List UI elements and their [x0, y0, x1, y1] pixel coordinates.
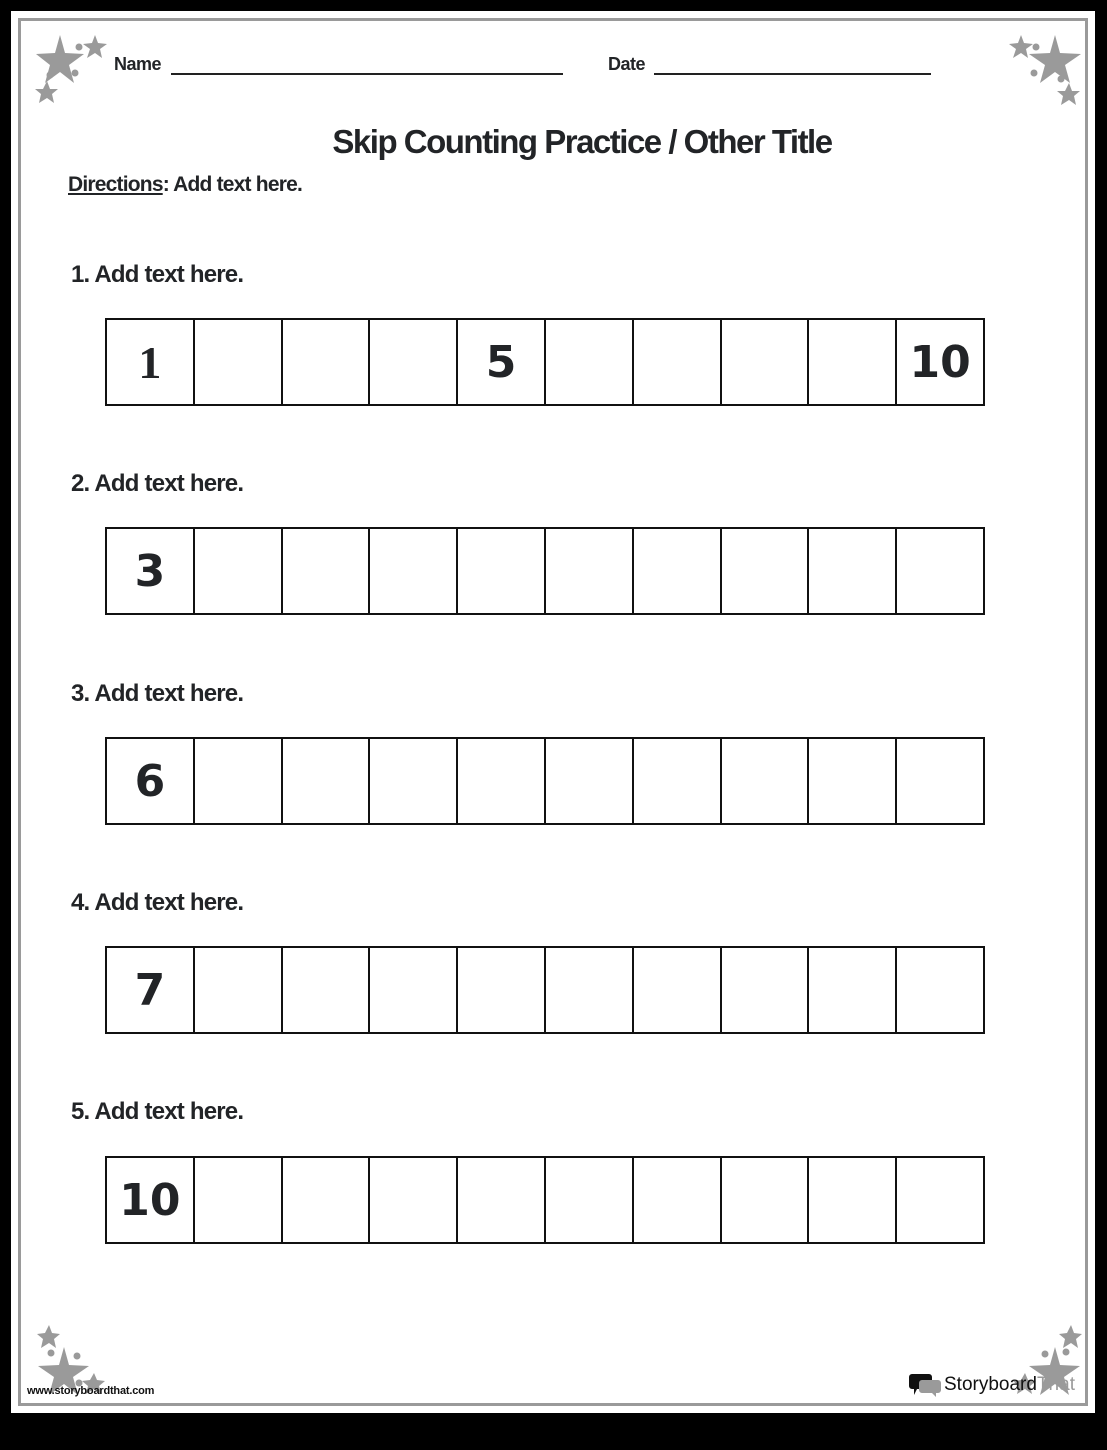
grid-cell[interactable] — [634, 320, 722, 404]
question-2-label: 2. Add text here. — [71, 470, 244, 497]
grid-cell[interactable] — [370, 529, 458, 613]
grid-cell[interactable] — [458, 948, 546, 1032]
question-1-label: 1. Add text here. — [71, 261, 244, 288]
grid-cell[interactable] — [546, 529, 634, 613]
directions — [68, 173, 302, 197]
brand-name: Storyboard — [944, 1374, 1037, 1395]
grid-cell[interactable] — [283, 1158, 371, 1242]
star-cluster-top-left-icon — [23, 23, 113, 113]
grid-cell[interactable] — [722, 1158, 810, 1242]
page-title: Skip Counting Practice / Other Title — [332, 123, 832, 160]
question-4-label: 4. Add text here. — [71, 889, 244, 916]
grid-cell[interactable]: 10 — [107, 1158, 195, 1242]
grid-cell[interactable] — [634, 948, 722, 1032]
grid-cell[interactable] — [458, 529, 546, 613]
question-5-grid — [105, 1156, 985, 1244]
question-1-grid — [105, 318, 985, 406]
name-label: Name — [114, 54, 162, 74]
grid-cell[interactable] — [722, 529, 810, 613]
grid-cell[interactable] — [195, 320, 283, 404]
grid-cell[interactable] — [809, 739, 897, 823]
grid-cell[interactable] — [370, 739, 458, 823]
grid-cell[interactable] — [370, 1158, 458, 1242]
grid-cell[interactable] — [195, 739, 283, 823]
worksheet-page — [11, 11, 1095, 1413]
grid-cell[interactable]: 7 — [107, 948, 195, 1032]
name-line[interactable] — [171, 73, 563, 75]
grid-cell[interactable] — [283, 529, 371, 613]
grid-cell[interactable] — [283, 320, 371, 404]
star-cluster-top-right-icon — [1003, 23, 1093, 113]
storyboardthat-logo — [909, 1373, 1075, 1397]
directions-label: Directions — [68, 173, 163, 196]
grid-cell[interactable]: 1 — [107, 320, 195, 404]
directions-text: : Add text here. — [162, 173, 302, 196]
question-3-label: 3. Add text here. — [71, 680, 244, 707]
brand-suffix: That — [1036, 1374, 1075, 1395]
question-2-grid — [105, 527, 985, 615]
grid-cell[interactable] — [370, 320, 458, 404]
speech-bubbles-icon — [909, 1373, 941, 1397]
grid-cell[interactable] — [546, 320, 634, 404]
grid-cell[interactable] — [458, 1158, 546, 1242]
date-line[interactable] — [654, 73, 931, 75]
grid-cell[interactable] — [195, 1158, 283, 1242]
question-4-grid — [105, 946, 985, 1034]
grid-cell[interactable] — [195, 948, 283, 1032]
grid-cell[interactable] — [809, 1158, 897, 1242]
grid-cell[interactable] — [897, 529, 983, 613]
grid-cell[interactable] — [722, 739, 810, 823]
grid-cell[interactable] — [809, 948, 897, 1032]
grid-cell[interactable]: 5 — [458, 320, 546, 404]
grid-cell[interactable] — [809, 320, 897, 404]
grid-cell[interactable] — [283, 948, 371, 1032]
grid-cell[interactable]: 3 — [107, 529, 195, 613]
grid-cell[interactable] — [634, 529, 722, 613]
grid-cell[interactable] — [634, 1158, 722, 1242]
date-label: Date — [608, 54, 646, 74]
grid-cell[interactable] — [897, 739, 983, 823]
grid-cell[interactable] — [809, 529, 897, 613]
grid-cell[interactable] — [546, 1158, 634, 1242]
grid-cell[interactable] — [458, 739, 546, 823]
footer-url: www.storyboardthat.com — [27, 1385, 155, 1397]
grid-cell[interactable] — [546, 739, 634, 823]
grid-cell[interactable] — [283, 739, 371, 823]
grid-cell[interactable] — [722, 320, 810, 404]
grid-cell[interactable] — [634, 739, 722, 823]
grid-cell[interactable] — [546, 948, 634, 1032]
grid-cell[interactable] — [897, 948, 983, 1032]
grid-cell[interactable] — [722, 948, 810, 1032]
question-3-grid — [105, 737, 985, 825]
grid-cell[interactable] — [897, 1158, 983, 1242]
grid-cell[interactable]: 6 — [107, 739, 195, 823]
grid-cell[interactable] — [370, 948, 458, 1032]
grid-cell[interactable] — [195, 529, 283, 613]
question-5-label: 5. Add text here. — [71, 1098, 244, 1125]
grid-cell[interactable]: 10 — [909, 336, 971, 388]
